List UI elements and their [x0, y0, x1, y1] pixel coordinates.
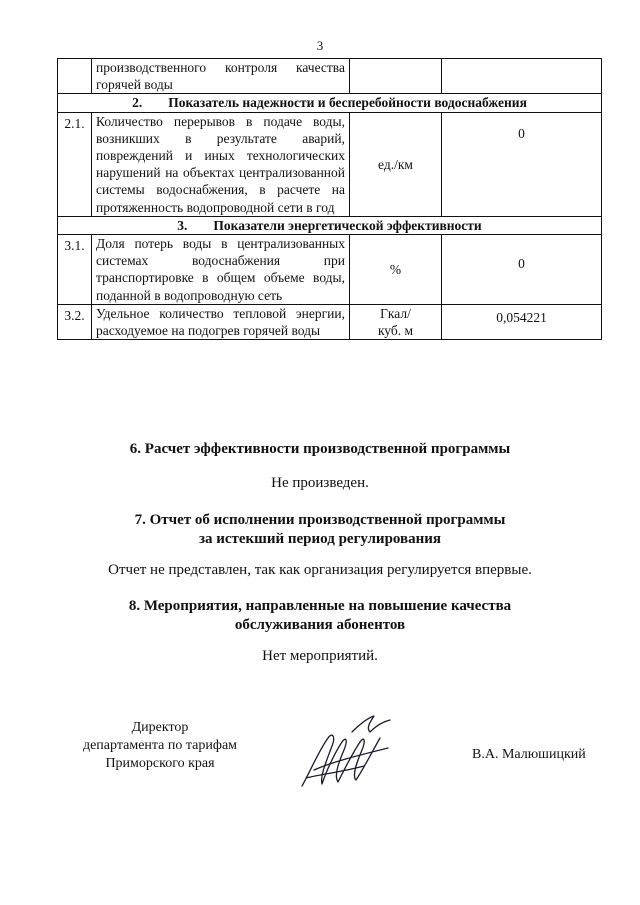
- row-number: [58, 59, 92, 94]
- table-row: [58, 304, 602, 339]
- section-header: [58, 94, 602, 112]
- section-8-title: [0, 597, 640, 635]
- signature-icon: [292, 712, 402, 792]
- row-description: Доля потерь воды в централизованных системах водоснабжения при транспортировке в общем объеме воды, поданной в водопроводную сеть: [92, 235, 350, 305]
- row-unit: ед./км: [350, 112, 442, 216]
- position-line: Приморского края: [105, 756, 215, 771]
- row-number: 3.1.: [58, 235, 92, 305]
- indicators-table: [57, 58, 602, 340]
- row-description: производственного контроля качества горячей воды: [92, 59, 350, 94]
- row-unit: [350, 59, 442, 94]
- position-line: департамента по тарифам: [82, 738, 238, 753]
- page-number: 3: [316, 38, 324, 53]
- row-number: 2.1.: [58, 112, 92, 216]
- row-unit: %: [350, 235, 442, 305]
- row-value: 0: [442, 235, 602, 305]
- row-number: 3.2.: [58, 304, 92, 339]
- table-row: [58, 235, 602, 305]
- section-number: 3.: [177, 217, 188, 233]
- section-title: Показатель надежности и бесперебойности водоснабжения: [168, 95, 527, 111]
- unit-line: куб. м: [377, 323, 414, 339]
- section-number: 2.: [132, 95, 143, 111]
- title-line: 8. Мероприятия, направленные на повышение качества: [128, 598, 512, 614]
- section-7-text: Отчет не представлен, так как организация регулируется впервые.: [108, 562, 532, 578]
- section-title: Показатели энергетической эффективности: [213, 217, 482, 233]
- row-value: 0,054221: [442, 304, 602, 339]
- section-8-text: Нет мероприятий.: [262, 648, 378, 664]
- unit-line: Гкал/: [380, 305, 411, 321]
- position-line: Директор: [131, 720, 189, 735]
- title-line: обслуживания абонентов: [234, 617, 406, 633]
- row-description: Удельное количество тепловой энергии, расходуемое на подогрев горячей воды: [92, 304, 350, 339]
- table-row: [58, 112, 602, 216]
- section-header: [58, 216, 602, 234]
- section-header-row: [58, 94, 602, 112]
- row-value: [442, 59, 602, 94]
- row-value: 0: [442, 112, 602, 216]
- table-row: [58, 59, 602, 94]
- signer-position: [60, 719, 260, 773]
- section-7-title: [0, 511, 640, 549]
- section-6-title: 6. Расчет эффективности производственной программы: [129, 441, 511, 457]
- title-line: 7. Отчет об исполнении производственной программы: [134, 512, 506, 528]
- section-6-text: Не произведен.: [271, 475, 369, 491]
- signer-name: В.А. Малюшицкий: [472, 747, 586, 762]
- row-unit: [350, 304, 442, 339]
- title-line: за истекший период регулирования: [198, 531, 442, 547]
- section-header-row: [58, 216, 602, 234]
- row-description: Количество перерывов в подаче воды, возникших в результате аварий, повреждений и иных технологических нарушений на объектах централизованной системы водоснабжения, в расчете на протяженность водопроводной сети в год: [92, 112, 350, 216]
